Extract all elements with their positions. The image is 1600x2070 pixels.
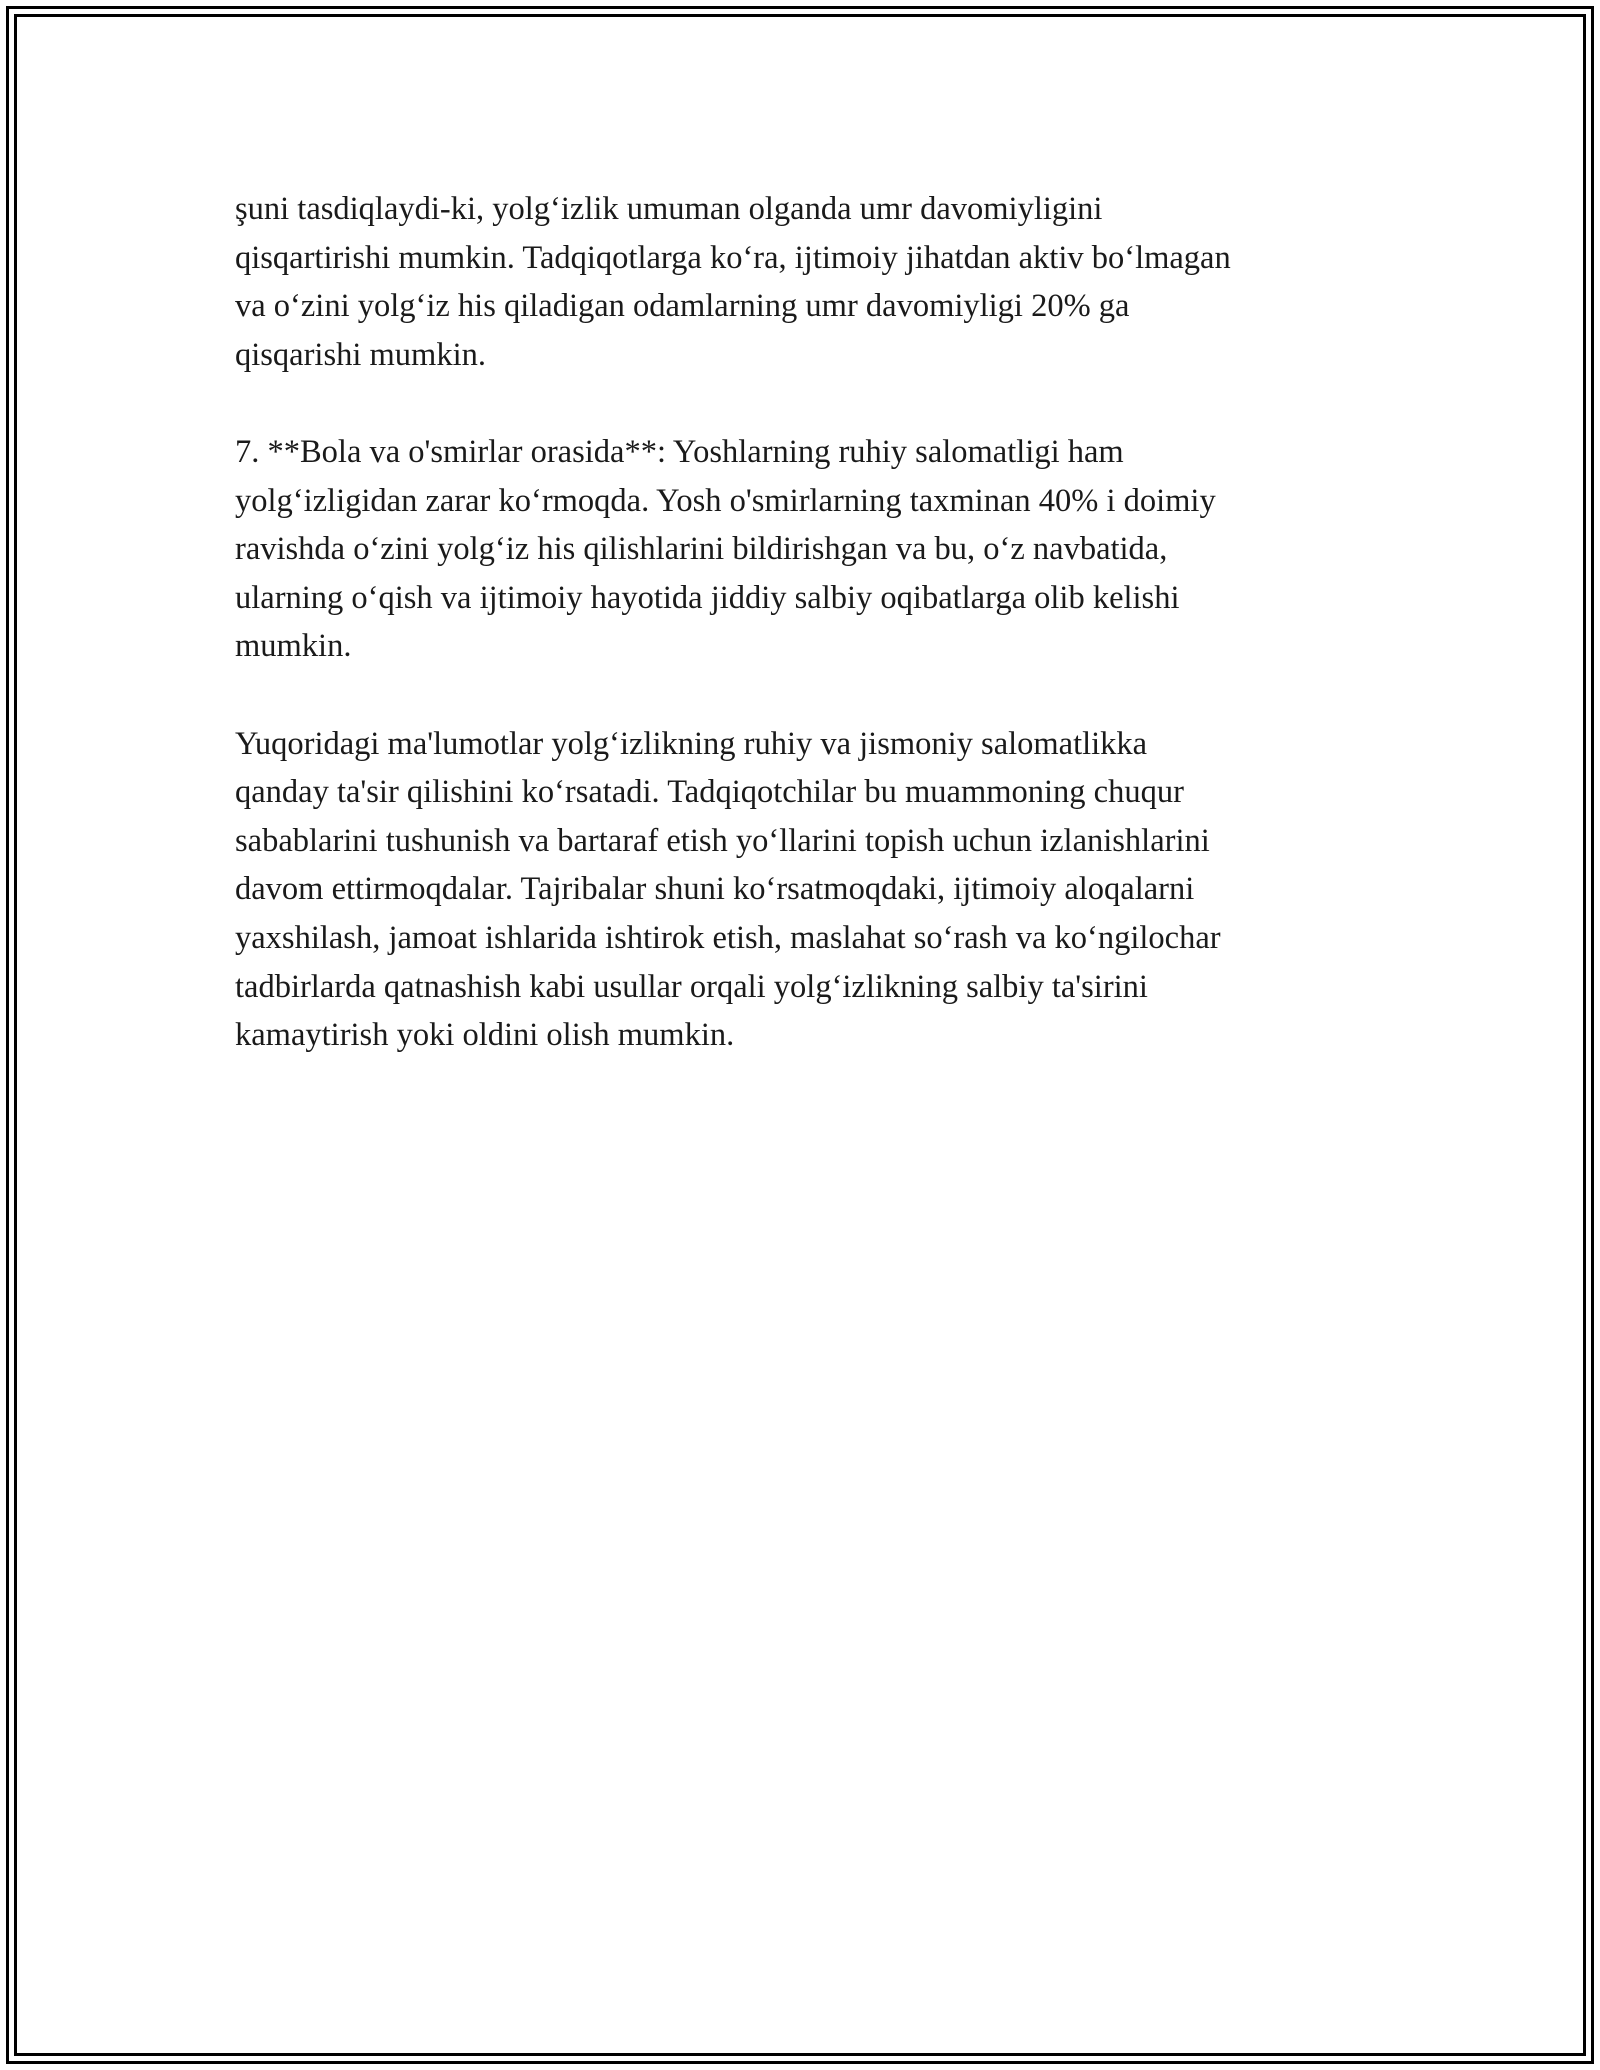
text-line: qisqarishi mumkin.	[235, 336, 486, 373]
text-line: mumkin.	[235, 628, 352, 665]
paragraph-lifespan	[235, 185, 1385, 379]
text-line: yolg‘izligidan zarar ko‘rmoqda. Yosh o'smirlarning taxminan 40% i doimiy	[235, 482, 1216, 519]
text-line: ularning o‘qish va ijtimoiy hayotida jiddiy salbiy oqibatlarga olib kelishi	[235, 579, 1180, 616]
text-line: va o‘zini yolg‘iz his qiladigan odamlarning umr davomiyligi 20% ga	[235, 288, 1130, 325]
text-line: yaxshilash, jamoat ishlarida ishtirok etish, maslahat so‘rash va ko‘ngilochar	[235, 919, 1221, 956]
text-line: sabablarini tushunish va bartaraf etish yo‘llarini topish uchun izlanishlarini	[235, 822, 1210, 859]
text-line: şuni tasdiqlaydi-ki, yolg‘izlik umuman olganda umr davomiyligini	[235, 191, 1103, 227]
text-line: kamaytirish yoki oldini olish mumkin.	[235, 1017, 735, 1054]
text-line: ravishda o‘zini yolg‘iz his qilishlarini bildirishgan va bu, o‘z navbatida,	[235, 531, 1168, 568]
text-line: davom ettirmoqdalar. Tajribalar shuni ko‘rsatmoqdaki, ijtimoiy aloqalarni	[235, 871, 1195, 908]
text-line: qanday ta'sir qilishini ko‘rsatadi. Tadqiqotchilar bu muammoning chuqur	[235, 774, 1184, 811]
text-line: qisqartirishi mumkin. Tadqiqotlarga ko‘ra, ijtimoiy jihatdan aktiv bo‘lmagan	[235, 239, 1231, 276]
text-line: tadbirlarda qatnashish kabi usullar orqali yolg‘izlikning salbiy ta'sirini	[235, 968, 1148, 1005]
document-body	[235, 185, 1385, 1108]
paragraph-conclusion	[235, 720, 1385, 1060]
text-line: Yuqoridagi ma'lumotlar yolg‘izlikning ruhiy va jismoniy salomatlikka	[235, 725, 1148, 762]
paragraph-youth	[235, 428, 1385, 671]
text-line: 7. **Bola va o'smirlar orasida**: Yoshlarning ruhiy salomatligi ham	[235, 433, 1124, 470]
